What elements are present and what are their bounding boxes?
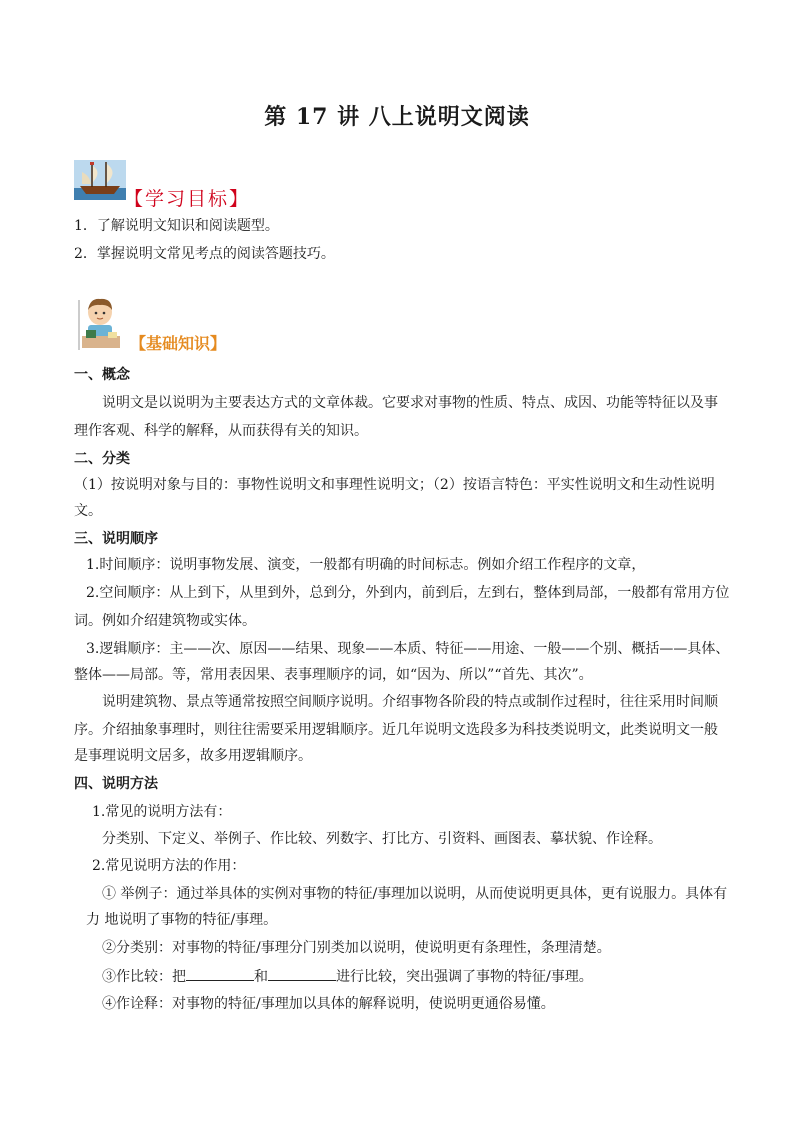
- comparison-prefix: ③作比较：把: [102, 969, 186, 985]
- paragraph-line: 理作客观、科学的解释，从而获得有关的知识。: [74, 423, 368, 439]
- section-heading-classification: 二、分类: [74, 451, 130, 467]
- basic-knowledge-banner: 【基础知识】: [130, 334, 227, 353]
- paragraph-line: 是事理说明文居多，故多用逻辑顺序。: [74, 748, 312, 764]
- paragraph-line: 说明文是以说明为主要表达方式的文章体裁。它要求对事物的性质、特点、成因、功能等特征以及事: [102, 395, 718, 411]
- comparison-suffix: 进行比较，突出强调了事物的特征/事理。: [336, 969, 593, 985]
- list-item: 1.时间顺序：说明事物发展、演变，一般都有明确的时间标志。例如介绍工作程序的文章，: [86, 557, 646, 573]
- list-item: 3.逻辑顺序：主——次、原因——结果、现象——本质、特征——用途、一般——个别、概括——具体、: [86, 641, 730, 657]
- paragraph-line: 序。介绍抽象事理时，则往往需要采用逻辑顺序。近几年说明文选段多为科技类说明文，此类说明文一般: [74, 722, 718, 738]
- method-effect-explanation: ④作诠释：对事物的特征/事理加以具体的解释说明，使说明更通俗易懂。: [102, 996, 555, 1012]
- method-effect-example: ① 举例子：通过举具体的实例对事物的特征/事理加以说明，从而使说明更具体，更有说服力。具体有: [102, 886, 728, 902]
- list-item: 2.空间顺序：从上到下，从里到外，总到分，外到内，前到后，左到右，整体到局部，一般都有常用方位: [86, 585, 730, 601]
- method-effect-comparison: [102, 966, 593, 987]
- ship-illustration: [74, 160, 126, 200]
- paragraph-line: 说明建筑物、景点等通常按照空间顺序说明。介绍事物各阶段的特点或制作过程时，往往采用时间顺: [102, 694, 718, 710]
- learning-goals-banner: 【学习目标】: [124, 188, 251, 210]
- paragraph-line: （1）按说明对象与目的：事物性说明文和事理性说明文；（2）按语言特色：平实性说明文和生动性说明: [74, 477, 715, 493]
- list-item-continued: 整体——局部。等，常用表因果、表事理顺序的词，如“因为、所以”“首先、其次”。: [74, 667, 593, 683]
- list-item: 1.常见的说明方法有：: [92, 804, 232, 820]
- list-item-continued: 词。例如介绍建筑物或实体。: [74, 613, 256, 629]
- student-illustration: [78, 296, 126, 352]
- comparison-and: 和: [254, 969, 268, 985]
- fill-blank-1: [186, 966, 254, 981]
- goal-item-2: 2．掌握说明文常见考点的阅读答题技巧。: [74, 246, 335, 262]
- method-effect-classification: ②分类别：对事物的特征/事理分门别类加以说明，使说明更有条理性，条理清楚。: [102, 940, 611, 956]
- fill-blank-2: [268, 966, 336, 981]
- section-heading-concept: 一、概念: [74, 367, 130, 383]
- section-heading-methods: 四、说明方法: [74, 776, 158, 792]
- section-heading-order: 三、说明顺序: [74, 531, 158, 547]
- goal-item-1: 1．了解说明文知识和阅读题型。: [74, 218, 279, 234]
- methods-list: 分类别、下定义、举例子、作比较、列数字、打比方、引资料、画图表、摹状貌、作诠释。: [102, 831, 662, 847]
- method-effect-example-continued: 力 地说明了事物的特征/事理。: [86, 912, 278, 928]
- paragraph-line: 文。: [74, 503, 102, 519]
- page-title: 第 17 讲 八上说明文阅读: [264, 104, 530, 130]
- list-item: 2.常见说明方法的作用：: [92, 858, 246, 874]
